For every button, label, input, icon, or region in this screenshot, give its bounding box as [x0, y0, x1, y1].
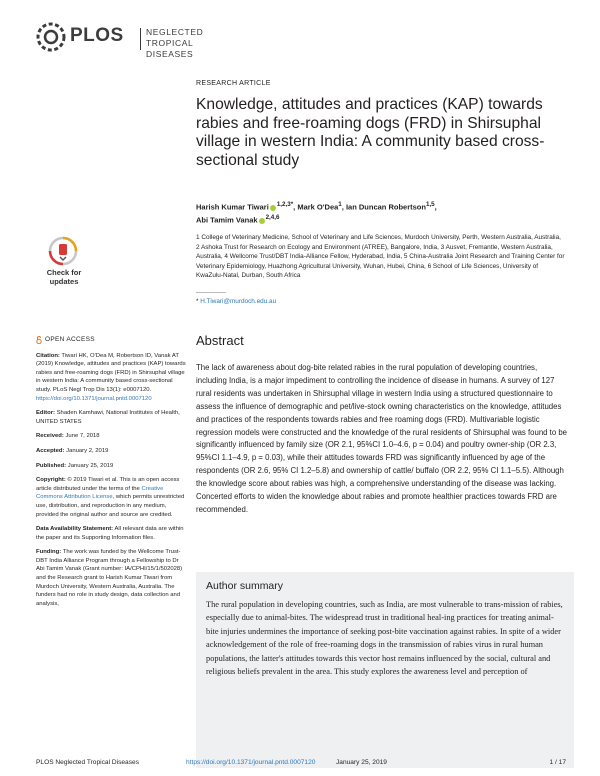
accepted-label: Accepted: — [36, 447, 65, 454]
editor — [36, 409, 186, 426]
journal-line-2: TROPICAL DISEASES — [146, 38, 194, 59]
author-4[interactable]: Abi Tamim Vanak — [196, 215, 258, 225]
email-link[interactable]: H.Tiwari@murdoch.edu.au — [200, 298, 277, 305]
author-summary-box — [196, 572, 574, 768]
corr-star: * — [196, 298, 199, 305]
author-1-affil: 1,2,3 — [276, 201, 291, 208]
affiliations: 1 College of Veterinary Medicine, School of Veterinary and Life Sciences, Murdoch University, Perth, Western Australia, Australia, 2 Ashoka Trust for Research on Ecology and Environment (ATREE), Bangalore, India, 3 Ausvet, Fremantle, Western Australia, Australia, 4 Wellcome Trust/DBT India-Alliance Fellow, Hyderabad, India, 5 China-Australia Joint Research and Training Center for Veterinary Epidemiology, Huazhong Agricultural University, Wuhan, Hubei, China, 6 School of Life Sciences, University of KwaZulu-Natal, Durban, South Africa — [196, 234, 565, 280]
check-updates-line-2: updates — [49, 276, 79, 286]
author-2-affil: 1 — [338, 201, 342, 208]
open-access-badge — [36, 336, 186, 345]
orcid-icon[interactable] — [259, 218, 265, 224]
citation-text: Tiwari HK, O'Dea M, Robertson ID, Vanak AT (2019) Knowledge, attitudes and practices (KAP) towards rabies and free-roaming dogs (FRD) in Shirsuphal village in western India: A community based cross-sectional study. PLoS Negl Trop Dis 13(1): e0007120. — [36, 352, 186, 393]
copyright — [36, 476, 186, 519]
check-for-updates-button[interactable] — [38, 236, 90, 292]
accepted-value: January 2, 2019 — [66, 447, 109, 454]
received-value: June 7, 2018 — [65, 433, 100, 440]
funding-label: Funding: — [36, 549, 62, 556]
abstract-text: The lack of awareness about dog-bite related rabies in the rural population of developing countries, including India, is a major impediment to controlling the incidence of disease in humans. A survey of 127 rural residents was undertaken in Shirsuphal village in western India using a structured questionnaire to assess the influence of demographic and pet/live-stock owning characteristics on the knowledge, attitudes and practices of the respondents towards rabies and free roaming dogs (FRD). Multivariable logistic regression models were constructed and the knowledge of the rural residents of Shirsuphal was found to be significantly influenced by family size (OR 2.1, 95%CI 1.0–4.6, p = 0.04) and poultry owner-ship (OR 2.3, 95%CI 1.1–4.9, p = 0.03), while their attitudes towards FRD was significantly influenced by age of the respondents (OR 2.6, 95% CI 1.2–5.8) and ownership of cattle/ buffalo (OR 2.2, 95% CI 1.1–5.5). Although the knowledge score about rabies was high, a comprehensive understanding of the disease was lacking. Concerted efforts to widen the knowledge about rabies and promote healthier practices towards FRD are recommended. — [196, 363, 567, 514]
corresponding-email — [196, 298, 276, 305]
copyright-text: © 2019 Tiwari et al. This is an open access article distributed under the terms of the — [36, 477, 180, 492]
open-access-icon — [36, 336, 42, 344]
author-1[interactable]: Harish Kumar Tiwari — [196, 202, 269, 212]
author-3[interactable]: , Ian Duncan Robertson — [341, 202, 426, 212]
footer-date: January 25, 2019 — [336, 759, 387, 766]
citation-label: Citation: — [36, 352, 60, 359]
footer-journal: PLOS Neglected Tropical Diseases — [36, 759, 139, 766]
article-title: Knowledge, attitudes and practices (KAP) towards rabies and free-roaming dogs (FRD) in Shirsuphal village in western India: A community based cross-sectional study — [196, 96, 545, 169]
journal-line-1: NEGLECTED — [146, 27, 204, 37]
author-1-corr: * — [290, 201, 294, 208]
data-availability-text: All relevant data are within the paper and its Supporting Information files. — [36, 526, 184, 541]
check-updates-line-1: Check for — [46, 268, 82, 277]
author-summary-text: The rural population in developing countries, such as India, are most vulnerable to trans-mission of rabies, especially due to animal-bites. The widespread trust in traditional heal-ing practices for treating animal-bite injuries undermines the importance of seeking post-bite vaccination against rabies. In spite of a wider acknowledgement of the role of free-roaming dogs in the transmission of rabies virus in rural human populations, the latter's attitudes towards this vector host remains influenced by the social, cultural and religious beliefs prevalent in the area. This study explores the awareness level and perception of — [206, 600, 563, 677]
author-4-affil: 2,4,6 — [265, 214, 280, 221]
brand-name: PLOS — [70, 25, 124, 46]
accepted-date — [36, 447, 186, 456]
check-updates-label — [38, 269, 90, 286]
received-label: Received: — [36, 433, 64, 440]
citation — [36, 352, 186, 404]
license-link[interactable]: Creative Commons Attribution License — [36, 485, 164, 501]
data-availability-label: Data Availability Statement: — [36, 526, 114, 533]
page-footer — [36, 759, 566, 769]
open-access-label: OPEN ACCESS — [45, 336, 95, 343]
logo-divider — [140, 28, 141, 50]
editor-text: Shaden Kamhawi, National Institutes of Health, UNITED STATES — [36, 410, 180, 425]
footer-doi-link[interactable]: https://doi.org/10.1371/journal.pntd.0007120 — [186, 759, 316, 766]
journal-name — [146, 27, 226, 60]
abstract-heading: Abstract — [196, 333, 244, 348]
editor-label: Editor: — [36, 410, 55, 417]
published-value: January 25, 2019 — [67, 462, 114, 469]
author-list: Harish Kumar Tiwari $^{1,2,3*}$, Mark O'Dea$^1$, Ian Duncan Robertson$^{1,5}$, Abi Tamim Vanak $^{2,4,6}$ — [196, 201, 437, 225]
copyright-text-end: , which permits unrestricted use, distribution, and reproduction in any medium, provided the original author and source are credited. — [36, 494, 185, 518]
check-updates-icon — [48, 236, 78, 266]
article-type: RESEARCH ARTICLE — [196, 80, 271, 87]
citation-doi-link[interactable]: https://doi.org/10.1371/journal.pntd.0007120 — [36, 395, 152, 402]
data-availability — [36, 525, 186, 542]
author-3-affil: 1,5 — [425, 201, 435, 208]
author-2[interactable]: , Mark O'Dea — [293, 202, 339, 212]
copyright-label: Copyright: — [36, 477, 66, 484]
page-number: 1 / 17 — [549, 759, 566, 766]
divider — [196, 292, 226, 293]
plos-logo-icon — [36, 22, 66, 52]
article-metadata — [36, 336, 186, 614]
author-summary-heading: Author summary — [206, 580, 284, 592]
funding-text: The work was funded by the Wellcome Trust-DBT India Alliance Program through a Fellowship to Dr Abi Tamim Vanak (Grant number: IA/CPHI/15/1/502028) and the Research grant to Harish Kumar Tiwari from Murdoch University, Western Australia, Australia. The funders had no role in study design, data collection and analysis, — [36, 549, 183, 607]
published-label: Published: — [36, 462, 67, 469]
funding — [36, 548, 186, 608]
received-date — [36, 432, 186, 441]
plos-logo[interactable] — [36, 22, 226, 58]
published-date — [36, 462, 186, 471]
orcid-icon[interactable] — [270, 205, 276, 211]
